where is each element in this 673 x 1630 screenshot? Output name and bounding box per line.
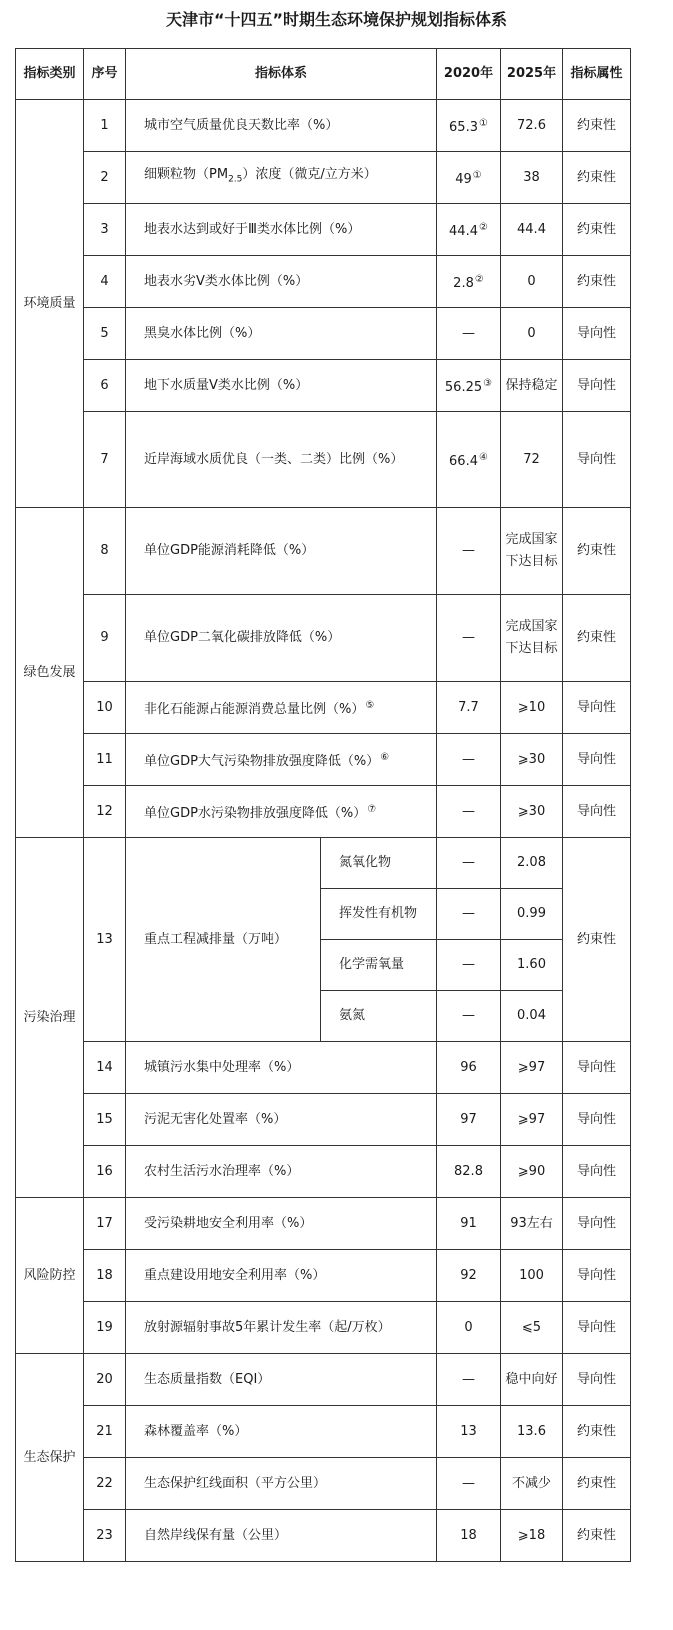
row-no: 2 — [84, 152, 126, 204]
table-row — [16, 786, 631, 838]
row-2020: — — [437, 734, 501, 786]
table-row — [16, 1094, 631, 1146]
row-2025: 100 — [501, 1250, 563, 1302]
row-attr: 约束性 — [563, 508, 631, 595]
row-2020: 0 — [437, 1302, 501, 1354]
row-attr: 导向性 — [563, 1146, 631, 1198]
row-no: 21 — [84, 1406, 126, 1458]
row-2025: ⩾97 — [501, 1094, 563, 1146]
row-2020: 2.8② — [437, 256, 501, 308]
row-no: 17 — [84, 1198, 126, 1250]
row-indicator: 细颗粒物$(PM_{2.5})$浓度（微克/立方米） — [126, 152, 437, 204]
row-2025: 稳中向好 — [501, 1354, 563, 1406]
row-indicator: 地表水达到或好于Ⅲ类水体比例（%） — [126, 204, 437, 256]
row-indicator: 城镇污水集中处理率（%） — [126, 1042, 437, 1094]
row-indicator: 生态保护红线面积（平方公里） — [126, 1458, 437, 1510]
row-2020: 7.7 — [437, 682, 501, 734]
header-2020: 2020年 — [437, 49, 501, 100]
row-indicator: 森林覆盖率（%） — [126, 1406, 437, 1458]
row-2020: 65.3① — [437, 100, 501, 152]
table-row — [16, 412, 631, 508]
row-attr: 约束性 — [563, 152, 631, 204]
page-title: 天津市“十四五”时期生态环境保护规划指标体系 — [165, 10, 508, 29]
row-2025: ⩾18 — [501, 1510, 563, 1562]
category-risk: 风险防控 — [16, 1198, 84, 1354]
table-row — [16, 1146, 631, 1198]
row-attr: 导向性 — [563, 1198, 631, 1250]
row-no: 12 — [84, 786, 126, 838]
row-2020: 97 — [437, 1094, 501, 1146]
row-attr: 约束性 — [563, 838, 631, 1042]
row-attr: 导向性 — [563, 360, 631, 412]
category-pollution: 污染治理 — [16, 838, 84, 1198]
row-attr: 导向性 — [563, 412, 631, 508]
footnote-mark: ① — [472, 169, 482, 181]
row-2020: 49① — [437, 152, 501, 204]
indicator-table — [15, 48, 631, 1562]
footnote-mark: ⑥ — [380, 751, 390, 763]
row-no: 19 — [84, 1302, 126, 1354]
row-2020: — — [437, 308, 501, 360]
row-2025: 1.60 — [501, 940, 563, 991]
row-no: 1 — [84, 100, 126, 152]
category-green: 绿色发展 — [16, 508, 84, 838]
table-row — [16, 256, 631, 308]
table-row — [16, 1406, 631, 1458]
row-2020: — — [437, 1354, 501, 1406]
row-2020: 13 — [437, 1406, 501, 1458]
row-2025: ⩾97 — [501, 1042, 563, 1094]
row-2025: 93左右 — [501, 1198, 563, 1250]
row-indicator: 重点工程减排量（万吨） — [126, 838, 321, 1042]
row-2025: 13.6 — [501, 1406, 563, 1458]
row-indicator: 非化石能源占能源消费总量比例（%）⑤ — [126, 682, 437, 734]
table-header-row — [16, 49, 631, 100]
header-2025: 2025年 — [501, 49, 563, 100]
row-attr: 导向性 — [563, 1250, 631, 1302]
row-2025: 0 — [501, 308, 563, 360]
row-no: 9 — [84, 595, 126, 682]
row-2025: ⩾90 — [501, 1146, 563, 1198]
table-row — [16, 508, 631, 595]
table-row — [16, 360, 631, 412]
row-indicator: 自然岸线保有量（公里） — [126, 1510, 437, 1562]
row-2025: ⩽5 — [501, 1302, 563, 1354]
row-2020: — — [437, 1458, 501, 1510]
table-row — [16, 595, 631, 682]
row-no: 11 — [84, 734, 126, 786]
row-no: 23 — [84, 1510, 126, 1562]
header-no: 序号 — [84, 49, 126, 100]
table-row — [16, 1302, 631, 1354]
header-category: 指标类别 — [16, 49, 84, 100]
row-no: 5 — [84, 308, 126, 360]
row-attr: 约束性 — [563, 1406, 631, 1458]
row-no: 8 — [84, 508, 126, 595]
footnote-mark: ④ — [478, 451, 488, 463]
footnote-mark: ⑤ — [365, 699, 375, 711]
row-2020: 82.8 — [437, 1146, 501, 1198]
sub-indicator: 化学需氧量 — [321, 940, 437, 991]
row-indicator: 单位GDP二氧化碳排放降低（%） — [126, 595, 437, 682]
table-row — [16, 100, 631, 152]
footnote-mark: ⑦ — [367, 803, 377, 815]
row-2020: 91 — [437, 1198, 501, 1250]
table-row — [16, 1250, 631, 1302]
row-2025: 不减少 — [501, 1458, 563, 1510]
row-indicator: 地下水质量V类水比例（%） — [126, 360, 437, 412]
row-2020: 56.25③ — [437, 360, 501, 412]
table-row — [16, 1198, 631, 1250]
row-indicator: 放射源辐射事故5年累计发生率（起/万枚） — [126, 1302, 437, 1354]
row-no: 7 — [84, 412, 126, 508]
row-attr: 导向性 — [563, 1042, 631, 1094]
row-indicator: 近岸海域水质优良（一类、二类）比例（%） — [126, 412, 437, 508]
row-attr: 约束性 — [563, 1458, 631, 1510]
row-attr: 导向性 — [563, 682, 631, 734]
row-indicator: 重点建设用地安全利用率（%） — [126, 1250, 437, 1302]
header-indicator: 指标体系 — [126, 49, 437, 100]
row-2020: — — [437, 940, 501, 991]
row-no: 20 — [84, 1354, 126, 1406]
row-indicator: 污泥无害化处置率（%） — [126, 1094, 437, 1146]
row-2025: 0.04 — [501, 991, 563, 1042]
sub-indicator: 氮氧化物 — [321, 838, 437, 889]
header-attr: 指标属性 — [563, 49, 631, 100]
row-2025: 44.4 — [501, 204, 563, 256]
row-2020: 96 — [437, 1042, 501, 1094]
table-row — [16, 308, 631, 360]
row-attr: 导向性 — [563, 1302, 631, 1354]
row-2025: 38 — [501, 152, 563, 204]
row-attr: 导向性 — [563, 786, 631, 838]
row-no: 3 — [84, 204, 126, 256]
row-2020: 66.4④ — [437, 412, 501, 508]
row-2025: 2.08 — [501, 838, 563, 889]
row-2025: ⩾30 — [501, 734, 563, 786]
row-2025: ⩾10 — [501, 682, 563, 734]
footnote-mark: ① — [478, 117, 488, 129]
row-no: 6 — [84, 360, 126, 412]
sub-indicator: 氨氮 — [321, 991, 437, 1042]
row-2025: 0.99 — [501, 889, 563, 940]
table-row — [16, 204, 631, 256]
row-2025: 72.6 — [501, 100, 563, 152]
sub-indicator: 挥发性有机物 — [321, 889, 437, 940]
row-attr: 约束性 — [563, 595, 631, 682]
category-eco: 生态保护 — [16, 1354, 84, 1562]
row-2020: — — [437, 508, 501, 595]
row-indicator: 农村生活污水治理率（%） — [126, 1146, 437, 1198]
row-2020: 44.4② — [437, 204, 501, 256]
row-no: 22 — [84, 1458, 126, 1510]
row-attr: 约束性 — [563, 1510, 631, 1562]
row-2020: — — [437, 595, 501, 682]
row-indicator: 受污染耕地安全利用率（%） — [126, 1198, 437, 1250]
row-2025: 完成国家下达目标 — [501, 595, 563, 682]
row-attr: 导向性 — [563, 1354, 631, 1406]
row-attr: 约束性 — [563, 204, 631, 256]
category-env: 环境质量 — [16, 100, 84, 508]
row-2020: 18 — [437, 1510, 501, 1562]
row-no: 13 — [84, 838, 126, 1042]
row-2020: — — [437, 786, 501, 838]
row-no: 4 — [84, 256, 126, 308]
row-2025: ⩾30 — [501, 786, 563, 838]
row-indicator: 单位GDP能源消耗降低（%） — [126, 508, 437, 595]
table-row — [16, 734, 631, 786]
row-2020: — — [437, 991, 501, 1042]
row-attr: 导向性 — [563, 734, 631, 786]
table-row — [16, 838, 631, 889]
table-row — [16, 1354, 631, 1406]
row-2025: 72 — [501, 412, 563, 508]
row-indicator: 地表水劣V类水体比例（%） — [126, 256, 437, 308]
row-no: 15 — [84, 1094, 126, 1146]
row-2020: — — [437, 838, 501, 889]
row-no: 16 — [84, 1146, 126, 1198]
row-attr: 约束性 — [563, 100, 631, 152]
table-row — [16, 682, 631, 734]
row-2025: 0 — [501, 256, 563, 308]
table-row — [16, 1458, 631, 1510]
row-no: 18 — [84, 1250, 126, 1302]
row-indicator: 单位GDP大气污染物排放强度降低（%）⑥ — [126, 734, 437, 786]
footnote-mark: ② — [474, 273, 484, 285]
table-row — [16, 1042, 631, 1094]
row-attr: 导向性 — [563, 308, 631, 360]
footnote-mark: ③ — [483, 377, 493, 389]
row-no: 14 — [84, 1042, 126, 1094]
row-attr: 约束性 — [563, 256, 631, 308]
row-2020: — — [437, 889, 501, 940]
row-indicator: 城市空气质量优良天数比率（%） — [126, 100, 437, 152]
row-2025: 完成国家下达目标 — [501, 508, 563, 595]
row-no: 10 — [84, 682, 126, 734]
row-indicator: 生态质量指数（EQI） — [126, 1354, 437, 1406]
row-2020: 92 — [437, 1250, 501, 1302]
row-2025: 保持稳定 — [501, 360, 563, 412]
table-row — [16, 152, 631, 204]
table-row — [16, 1510, 631, 1562]
row-indicator: 单位GDP水污染物排放强度降低（%）⑦ — [126, 786, 437, 838]
row-indicator: 黑臭水体比例（%） — [126, 308, 437, 360]
row-attr: 导向性 — [563, 1094, 631, 1146]
footnote-mark: ② — [478, 221, 488, 233]
